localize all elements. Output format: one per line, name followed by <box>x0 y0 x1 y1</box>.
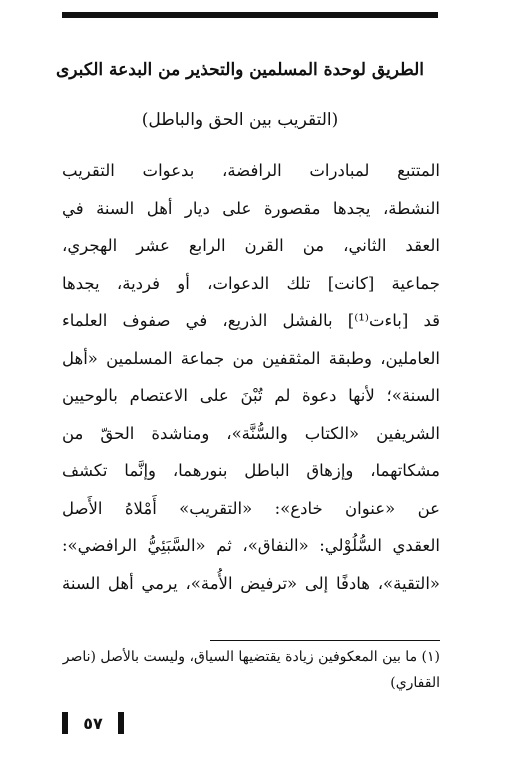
body-line: الشريفين «الكتاب والسُّنَّة»، ومناشدة الحقّ من <box>62 423 440 443</box>
body-line: «التقية»، هادفًا إلى «ترفيض الأُمة»، يرمي أهل السنة <box>62 573 440 593</box>
top-rule <box>62 12 438 18</box>
body-line: النشطة، يجدها مقصورة على ديار أهل السنة في <box>62 198 440 218</box>
body-line: السنة»؛ لأنها دعوة لم تُبْنَ على الاعتصام بالوحيين <box>62 386 440 405</box>
page-number-bar <box>118 712 124 734</box>
footnote-line: القفاري) <box>390 675 440 691</box>
body-line: العاملين، وطبقة المثقفين من جماعة المسلمين «أهل <box>62 348 440 368</box>
body-text <box>62 152 440 602</box>
body-line: قد [باءت⁽¹⁾] بالفشل الذريع، في صفوف العلماء <box>62 311 440 330</box>
body-line: العقد الثاني، من القرن الرابع عشر الهجري، <box>62 236 440 255</box>
footnote-divider <box>210 640 440 641</box>
footnote <box>62 644 440 696</box>
body-line: العقدي السُّلُوْلي: «النفاق»، ثم «السَّبَئِيُّ الرافضي»: <box>62 536 440 555</box>
body-line: المتتبع لمبادرات الرافضة، بدعوات التقريب <box>62 161 440 180</box>
page-number-box <box>62 712 124 734</box>
body-line: جماعية [كانت] تلك الدعوات، أو فردية، يجدها <box>62 273 440 293</box>
page-number: ٥٧ <box>83 713 103 733</box>
footnote-line: (١) ما بين المعكوفين زيادة يقتضيها السياق، وليست بالأصل (ناصر <box>62 649 440 665</box>
page-subtitle: (التقريب بين الحق والباطل) <box>141 110 339 130</box>
page-title: الطريق لوحدة المسلمين والتحذير من البدعة الكبرى <box>56 60 424 80</box>
body-line: مشكاتهما، وإزهاق الباطل بنورهما، وإنَّما تكشف <box>62 461 440 480</box>
body-line: عن «عنوان خادع»: «التقريب» أَمْلاهُ الأَصل <box>62 498 440 518</box>
